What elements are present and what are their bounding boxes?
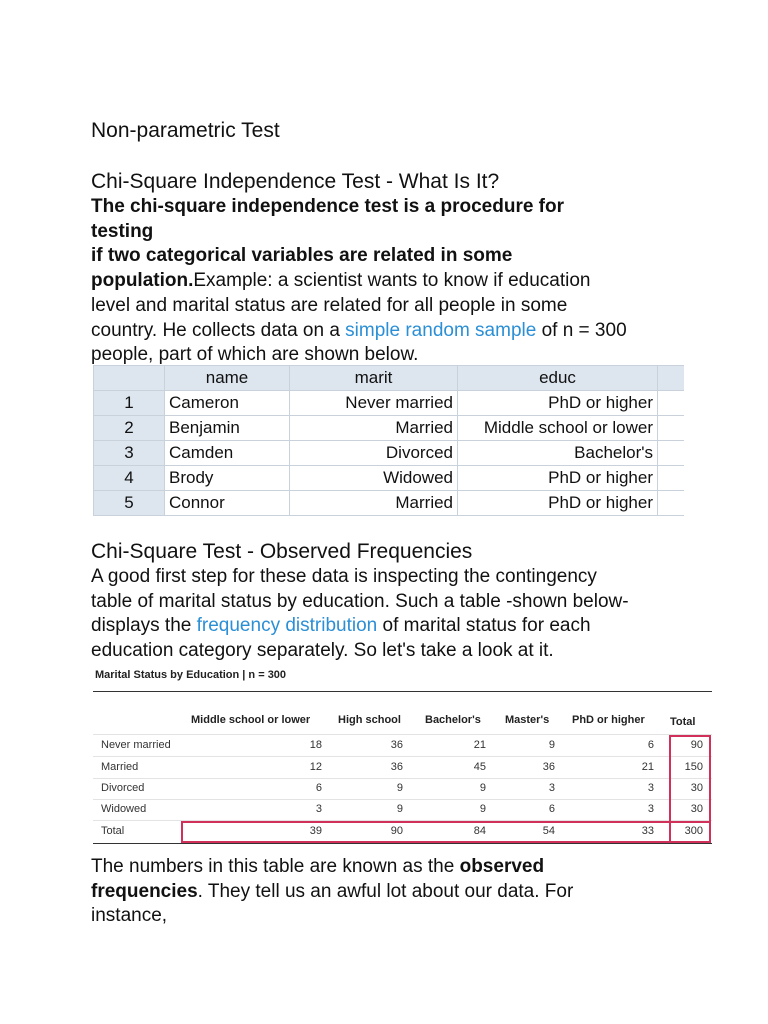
contingency-cell: 90	[390, 825, 403, 837]
section-heading-what-is-it: Chi-Square Independence Test - What Is It?	[91, 170, 500, 193]
contingency-column-header: Middle school or lower	[191, 714, 311, 726]
contingency-row-label: Married	[101, 761, 139, 773]
intro-line-6-post: of n = 300	[536, 319, 627, 341]
spss-corner-cell	[94, 366, 165, 391]
para3-line-3: instance,	[91, 905, 168, 927]
intro-bold-line-3: if two categorical variables are related in some	[91, 245, 513, 267]
spss-cell-educ[interactable]: Bachelor's	[458, 441, 658, 466]
para3-line-2-bold: frequencies	[91, 880, 198, 902]
spss-cell-marit[interactable]: Married	[290, 416, 458, 441]
contingency-cell: 9	[548, 739, 555, 751]
contingency-cell: 36	[542, 761, 555, 773]
spss-cell-name[interactable]: Cameron	[165, 391, 290, 416]
contingency-column-header: High school	[338, 714, 401, 726]
contingency-cell: 6	[548, 803, 555, 815]
para2-line-3-post: of marital status for each	[377, 615, 591, 637]
spss-cell-empty	[658, 416, 684, 441]
intro-line-6-pre: country. He collects data on a	[91, 319, 346, 341]
spss-column-header-empty	[658, 366, 684, 391]
para3-line-2-post: . They tell us an awful lot about our data. For	[197, 880, 574, 902]
spss-cell-educ[interactable]: PhD or higher	[458, 391, 658, 416]
contingency-cell-total: 150	[684, 761, 703, 773]
contingency-cell: 3	[548, 782, 555, 794]
spss-data-row	[94, 441, 684, 466]
contingency-cell: 3	[315, 803, 322, 815]
spss-row-number[interactable]: 1	[94, 391, 165, 416]
contingency-cell: 39	[309, 825, 322, 837]
contingency-row-rule	[93, 734, 712, 735]
contingency-cell: 18	[309, 739, 322, 751]
contingency-cell: 9	[479, 782, 486, 794]
simple-random-sample-link[interactable]: simple random sample	[345, 319, 537, 341]
contingency-cell: 21	[473, 739, 486, 751]
contingency-column-header: Master's	[505, 714, 550, 726]
spss-cell-educ[interactable]: PhD or higher	[458, 491, 658, 516]
para3-line-1-bold: observed	[459, 856, 545, 877]
spss-data-row	[94, 416, 684, 441]
contingency-cell-total: 90	[690, 739, 703, 751]
contingency-bottom-rule	[93, 843, 712, 844]
total-row-highlight	[181, 821, 711, 843]
contingency-cell: 36	[390, 761, 403, 773]
contingency-cell-total: 300	[684, 825, 703, 837]
spss-cell-marit[interactable]: Never married	[290, 391, 458, 416]
contingency-cell: 6	[315, 782, 322, 794]
contingency-cell: 12	[309, 761, 322, 773]
contingency-column-header: Bachelor's	[425, 714, 481, 726]
intro-paragraph	[91, 195, 711, 368]
spss-cell-name[interactable]: Connor	[165, 491, 290, 516]
spss-column-header[interactable]: marit	[290, 366, 458, 391]
spss-data-row	[94, 491, 684, 516]
contingency-cell: 54	[542, 825, 555, 837]
contingency-cell: 45	[473, 761, 486, 773]
intro-bold-line-2: testing	[91, 220, 154, 242]
spss-cell-educ[interactable]: Middle school or lower	[458, 416, 658, 441]
contingency-cell: 3	[647, 782, 654, 794]
spss-cell-empty	[658, 391, 684, 416]
contingency-cell: 6	[647, 739, 654, 751]
para2-line-4: education category separately. So let's take a look at it.	[91, 640, 554, 662]
contingency-row-rule	[93, 756, 712, 757]
spss-cell-educ[interactable]: PhD or higher	[458, 466, 658, 491]
spss-cell-name[interactable]: Benjamin	[165, 416, 290, 441]
contingency-cell: 36	[390, 739, 403, 751]
contingency-cell: 21	[641, 761, 654, 773]
spss-data-row	[94, 466, 684, 491]
observed-frequencies-explanation	[91, 855, 711, 929]
observed-frequencies-paragraph	[91, 565, 721, 664]
contingency-row-rule	[93, 799, 712, 800]
contingency-table-title: Marital Status by Education | n = 300	[95, 669, 287, 681]
contingency-cell: 33	[641, 825, 654, 837]
contingency-top-rule	[93, 691, 712, 692]
contingency-row-rule	[93, 778, 712, 779]
spss-cell-marit[interactable]: Widowed	[290, 466, 458, 491]
spss-data-view	[93, 365, 684, 516]
para2-line-3-pre: displays the	[91, 615, 197, 637]
spss-cell-marit[interactable]: Married	[290, 491, 458, 516]
spss-cell-name[interactable]: Camden	[165, 441, 290, 466]
para3-line-1-pre: The numbers in this table are known as the	[91, 856, 460, 877]
contingency-cell: 9	[396, 803, 403, 815]
spss-row-number[interactable]: 5	[94, 491, 165, 516]
intro-bold-line-1: The chi-square independence test is a procedure for	[91, 196, 565, 217]
contingency-cell: 9	[479, 803, 486, 815]
contingency-cell: 9	[396, 782, 403, 794]
spss-cell-marit[interactable]: Divorced	[290, 441, 458, 466]
spss-row-number[interactable]: 3	[94, 441, 165, 466]
para2-line-2: table of marital status by education. Such a table -shown below-	[91, 590, 629, 612]
contingency-column-header-total: Total	[670, 716, 696, 728]
spss-column-header[interactable]: educ	[458, 366, 658, 391]
spss-cell-empty	[658, 491, 684, 516]
contingency-row-label: Never married	[101, 739, 171, 751]
intro-example-text: Example: a scientist wants to know if education	[193, 270, 591, 292]
section-heading-observed-frequencies: Chi-Square Test - Observed Frequencies	[91, 540, 473, 563]
spss-data-row	[94, 391, 684, 416]
spss-column-header[interactable]: name	[165, 366, 290, 391]
contingency-cell-total: 30	[690, 782, 703, 794]
spss-cell-name[interactable]: Brody	[165, 466, 290, 491]
contingency-cell: 3	[647, 803, 654, 815]
spss-row-number[interactable]: 4	[94, 466, 165, 491]
spss-row-number[interactable]: 2	[94, 416, 165, 441]
frequency-distribution-link[interactable]: frequency distribution	[196, 615, 378, 637]
intro-bold-line-4: population.	[91, 270, 194, 292]
intro-line-5: level and marital status are related for all people in some	[91, 294, 568, 316]
contingency-cell: 84	[473, 825, 486, 837]
contingency-row-label: Widowed	[101, 803, 147, 815]
contingency-cell-total: 30	[690, 803, 703, 815]
para2-line-1: A good first step for these data is inspecting the contingency	[91, 566, 597, 587]
page-title: Non-parametric Test	[91, 119, 280, 142]
contingency-column-header: PhD or higher	[572, 714, 645, 726]
contingency-row-label: Divorced	[101, 782, 145, 794]
spss-cell-empty	[658, 466, 684, 491]
intro-line-7: people, part of which are shown below.	[91, 344, 419, 366]
spss-cell-empty	[658, 441, 684, 466]
spss-header-row	[94, 366, 684, 391]
contingency-row-label-total: Total	[101, 825, 125, 837]
